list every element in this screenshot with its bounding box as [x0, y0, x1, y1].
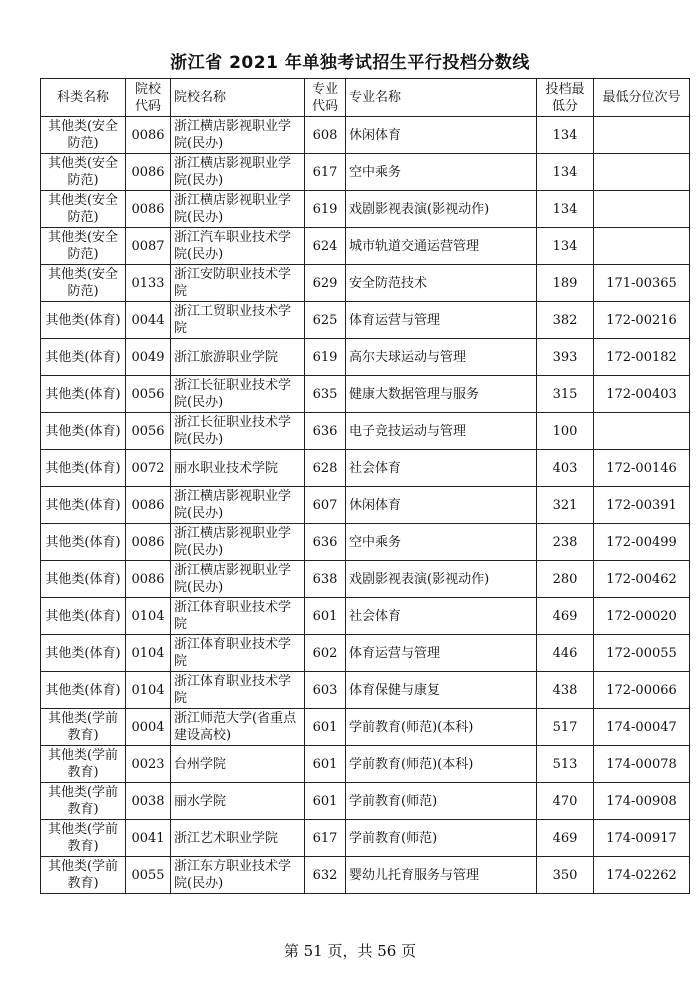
cell-min-score: 189	[537, 265, 594, 302]
cell-min-rank: 172-00403	[594, 376, 690, 413]
cell-min-rank: 172-00020	[594, 598, 690, 635]
cell-major-name: 休闲体育	[346, 487, 537, 524]
cell-major-name: 休闲体育	[346, 117, 537, 154]
cell-major-name: 戏剧影视表演(影视动作)	[346, 191, 537, 228]
table-row	[41, 635, 690, 672]
cell-min-rank: 174-00047	[594, 709, 690, 746]
cell-school-name: 浙江师范大学(省重点建设高校)	[171, 709, 305, 746]
cell-category: 其他类(体育)	[41, 376, 126, 413]
cell-major-name: 学前教育(师范)	[346, 783, 537, 820]
cell-major-code: 602	[305, 635, 346, 672]
cell-min-rank: 174-02262	[594, 857, 690, 894]
cell-min-score: 470	[537, 783, 594, 820]
cell-category: 其他类(体育)	[41, 672, 126, 709]
cell-major-code: 624	[305, 228, 346, 265]
cell-min-rank: 171-00365	[594, 265, 690, 302]
cell-major-code: 635	[305, 376, 346, 413]
cell-min-rank: 172-00066	[594, 672, 690, 709]
table-row	[41, 709, 690, 746]
cell-major-name: 体育运营与管理	[346, 635, 537, 672]
cell-school-name: 浙江旅游职业学院	[171, 339, 305, 376]
cell-school-code: 0056	[126, 413, 171, 450]
cell-major-name: 体育保健与康复	[346, 672, 537, 709]
cell-min-score: 513	[537, 746, 594, 783]
header-major-code: 专业代码	[305, 79, 346, 117]
cell-min-score: 350	[537, 857, 594, 894]
cell-school-code: 0086	[126, 524, 171, 561]
cell-min-score: 469	[537, 598, 594, 635]
cell-major-code: 632	[305, 857, 346, 894]
cell-major-code: 601	[305, 709, 346, 746]
cell-min-rank	[594, 413, 690, 450]
cell-min-score: 280	[537, 561, 594, 598]
cell-school-code: 0087	[126, 228, 171, 265]
cell-school-name: 浙江横店影视职业学院(民办)	[171, 561, 305, 598]
table-row	[41, 265, 690, 302]
cell-min-score: 382	[537, 302, 594, 339]
cell-min-score: 100	[537, 413, 594, 450]
table-row	[41, 820, 690, 857]
cell-category: 其他类(体育)	[41, 413, 126, 450]
cell-min-rank	[594, 117, 690, 154]
cell-category: 其他类(体育)	[41, 450, 126, 487]
cell-category: 其他类(体育)	[41, 487, 126, 524]
cell-school-code: 0055	[126, 857, 171, 894]
table-row	[41, 487, 690, 524]
cell-min-rank: 174-00908	[594, 783, 690, 820]
table-row	[41, 302, 690, 339]
cell-major-name: 戏剧影视表演(影视动作)	[346, 561, 537, 598]
cell-school-code: 0038	[126, 783, 171, 820]
header-school-code: 院校代码	[126, 79, 171, 117]
cell-min-score: 517	[537, 709, 594, 746]
cell-min-rank	[594, 154, 690, 191]
cell-category: 其他类(学前教育)	[41, 820, 126, 857]
cell-min-score: 134	[537, 228, 594, 265]
cell-min-score: 321	[537, 487, 594, 524]
cell-school-code: 0086	[126, 154, 171, 191]
cell-school-name: 浙江横店影视职业学院(民办)	[171, 524, 305, 561]
cell-school-code: 0086	[126, 561, 171, 598]
cell-school-name: 浙江艺术职业学院	[171, 820, 305, 857]
cell-min-rank: 174-00078	[594, 746, 690, 783]
cell-school-name: 丽水学院	[171, 783, 305, 820]
header-min-score: 投档最低分	[537, 79, 594, 117]
cell-school-name: 浙江体育职业技术学院	[171, 672, 305, 709]
cell-school-name: 浙江横店影视职业学院(民办)	[171, 487, 305, 524]
cell-school-name: 浙江体育职业技术学院	[171, 635, 305, 672]
cell-school-code: 0056	[126, 376, 171, 413]
cell-category: 其他类(体育)	[41, 561, 126, 598]
cell-school-code: 0104	[126, 635, 171, 672]
cell-school-name: 浙江长征职业技术学院(民办)	[171, 376, 305, 413]
cell-major-name: 婴幼儿托育服务与管理	[346, 857, 537, 894]
table-row	[41, 413, 690, 450]
cell-school-name: 浙江长征职业技术学院(民办)	[171, 413, 305, 450]
cell-major-name: 空中乘务	[346, 524, 537, 561]
cell-category: 其他类(安全防范)	[41, 191, 126, 228]
cell-min-score: 238	[537, 524, 594, 561]
cell-category: 其他类(体育)	[41, 524, 126, 561]
header-major-name: 专业名称	[346, 79, 537, 117]
cell-major-code: 607	[305, 487, 346, 524]
cell-major-name: 电子竞技运动与管理	[346, 413, 537, 450]
table-row	[41, 746, 690, 783]
cell-school-name: 浙江横店影视职业学院(民办)	[171, 154, 305, 191]
table-row	[41, 672, 690, 709]
cell-min-rank: 172-00216	[594, 302, 690, 339]
cell-major-name: 空中乘务	[346, 154, 537, 191]
cell-category: 其他类(学前教育)	[41, 709, 126, 746]
header-school-name: 院校名称	[171, 79, 305, 117]
table-row	[41, 450, 690, 487]
cell-school-code: 0086	[126, 191, 171, 228]
cell-category: 其他类(体育)	[41, 635, 126, 672]
cell-school-code: 0086	[126, 117, 171, 154]
cell-category: 其他类(体育)	[41, 339, 126, 376]
cell-min-rank	[594, 228, 690, 265]
cell-min-rank: 172-00499	[594, 524, 690, 561]
cell-major-name: 健康大数据管理与服务	[346, 376, 537, 413]
table-header-row	[41, 79, 690, 117]
cell-school-code: 0041	[126, 820, 171, 857]
cell-category: 其他类(安全防范)	[41, 154, 126, 191]
cell-major-code: 617	[305, 154, 346, 191]
cell-school-code: 0104	[126, 598, 171, 635]
table-row	[41, 561, 690, 598]
cell-major-name: 社会体育	[346, 598, 537, 635]
page-number: 第 51 页，共 56 页	[283, 942, 417, 960]
table-row	[41, 524, 690, 561]
cell-major-code: 608	[305, 117, 346, 154]
cell-category: 其他类(安全防范)	[41, 265, 126, 302]
cell-min-rank: 172-00055	[594, 635, 690, 672]
cell-category: 其他类(学前教育)	[41, 783, 126, 820]
cell-min-rank: 172-00462	[594, 561, 690, 598]
cell-major-name: 学前教育(师范)(本科)	[346, 746, 537, 783]
table-row	[41, 339, 690, 376]
cell-min-rank: 174-00917	[594, 820, 690, 857]
cell-major-code: 625	[305, 302, 346, 339]
cell-category: 其他类(学前教育)	[41, 857, 126, 894]
cell-school-name: 浙江东方职业技术学院(民办)	[171, 857, 305, 894]
cell-category: 其他类(体育)	[41, 598, 126, 635]
cell-major-code: 636	[305, 524, 346, 561]
cell-major-code: 601	[305, 783, 346, 820]
cell-school-name: 浙江汽车职业技术学院(民办)	[171, 228, 305, 265]
cell-school-name: 浙江体育职业技术学院	[171, 598, 305, 635]
cell-major-code: 603	[305, 672, 346, 709]
cell-category: 其他类(安全防范)	[41, 117, 126, 154]
table-row	[41, 154, 690, 191]
table-row	[41, 117, 690, 154]
cell-school-code: 0086	[126, 487, 171, 524]
cell-min-rank: 172-00182	[594, 339, 690, 376]
cell-school-name: 浙江横店影视职业学院(民办)	[171, 117, 305, 154]
table-row	[41, 191, 690, 228]
cell-major-name: 城市轨道交通运营管理	[346, 228, 537, 265]
cell-major-name: 社会体育	[346, 450, 537, 487]
cell-school-name: 丽水职业技术学院	[171, 450, 305, 487]
cell-school-name: 浙江横店影视职业学院(民办)	[171, 191, 305, 228]
cell-min-score: 403	[537, 450, 594, 487]
cell-school-code: 0044	[126, 302, 171, 339]
cell-major-code: 601	[305, 746, 346, 783]
cell-min-score: 134	[537, 191, 594, 228]
cell-school-code: 0049	[126, 339, 171, 376]
cell-min-rank	[594, 191, 690, 228]
cell-major-code: 628	[305, 450, 346, 487]
cell-category: 其他类(安全防范)	[41, 228, 126, 265]
cell-min-score: 134	[537, 117, 594, 154]
page-title: 浙江省 2021 年单独考试招生平行投档分数线	[170, 53, 530, 73]
cell-major-code: 619	[305, 191, 346, 228]
cell-category: 其他类(体育)	[41, 302, 126, 339]
cell-min-rank: 172-00146	[594, 450, 690, 487]
cell-major-code: 619	[305, 339, 346, 376]
cell-major-code: 601	[305, 598, 346, 635]
cell-school-code: 0023	[126, 746, 171, 783]
cell-school-code: 0133	[126, 265, 171, 302]
cell-school-code: 0104	[126, 672, 171, 709]
header-category: 科类名称	[41, 79, 126, 117]
table-row	[41, 783, 690, 820]
cell-min-score: 315	[537, 376, 594, 413]
cell-category: 其他类(学前教育)	[41, 746, 126, 783]
cell-min-rank: 172-00391	[594, 487, 690, 524]
cell-major-code: 617	[305, 820, 346, 857]
table-row	[41, 857, 690, 894]
cell-major-name: 学前教育(师范)	[346, 820, 537, 857]
table-row	[41, 598, 690, 635]
cell-min-score: 438	[537, 672, 594, 709]
cell-min-score: 134	[537, 154, 594, 191]
cell-min-score: 446	[537, 635, 594, 672]
cell-min-score: 469	[537, 820, 594, 857]
cell-school-code: 0004	[126, 709, 171, 746]
cell-major-name: 体育运营与管理	[346, 302, 537, 339]
table-row	[41, 228, 690, 265]
cell-school-name: 浙江安防职业技术学院	[171, 265, 305, 302]
cell-major-code: 629	[305, 265, 346, 302]
cell-major-name: 高尔夫球运动与管理	[346, 339, 537, 376]
cell-major-code: 636	[305, 413, 346, 450]
header-min-rank: 最低分位次号	[594, 79, 690, 117]
cell-school-name: 浙江工贸职业技术学院	[171, 302, 305, 339]
cell-school-name: 台州学院	[171, 746, 305, 783]
cell-school-code: 0072	[126, 450, 171, 487]
cell-major-name: 安全防范技术	[346, 265, 537, 302]
table-row	[41, 376, 690, 413]
cell-major-code: 638	[305, 561, 346, 598]
cell-major-name: 学前教育(师范)(本科)	[346, 709, 537, 746]
score-table	[40, 78, 690, 894]
cell-min-score: 393	[537, 339, 594, 376]
